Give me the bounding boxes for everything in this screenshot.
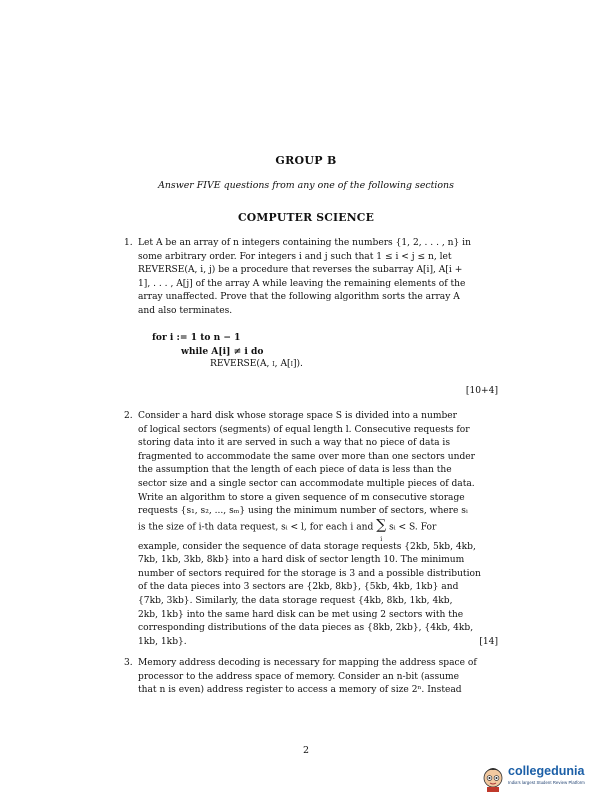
question-2	[124, 410, 498, 649]
question-line: and also terminates.	[138, 305, 233, 316]
section-title: COMPUTER SCIENCE	[237, 211, 375, 224]
marks-q1: [10+4]	[465, 386, 498, 396]
question-line: 1kb, 1kb}.	[138, 636, 187, 647]
marks-q2: [14]	[479, 637, 498, 647]
question-line: storing data into it are served in such a way that no piece of data is	[138, 438, 450, 449]
question-line: {7kb, 3kb}. Similarly, the data storage request {4kb, 8kb, 1kb, 4kb,	[138, 596, 453, 607]
question-line: Consider a hard disk whose storage space S is divided into a number	[138, 411, 458, 421]
question-line-with-sum	[138, 516, 498, 543]
question-line: sector size and a single sector can accommodate multiple pieces of data.	[138, 478, 475, 489]
logo-text: collegedunia	[508, 764, 585, 778]
question-line: example, consider the sequence of data storage requests {2kb, 5kb, 4kb,	[138, 541, 476, 552]
question-line: corresponding distributions of the data pieces as {8kb, 2kb}, {4kb, 4kb,	[138, 623, 474, 634]
algo-line-reverse: REVERSE(A, i, A[i]).	[210, 359, 303, 370]
question-line: some arbitrary order. For integers i and j such that 1 ≤ i < j ≤ n, let	[138, 251, 452, 262]
summation-symbol	[376, 516, 387, 543]
page-number: 2	[302, 745, 310, 756]
question-line: REVERSE(A, i, j) be a procedure that reverses the subarray A[i], A[i +	[138, 265, 463, 276]
question-line: 2kb, 1kb} into the same hard disk can be met using 2 sectors with the	[138, 609, 464, 620]
algo-line-for: for i := 1 to n − 1	[152, 332, 241, 343]
question-3	[124, 657, 498, 698]
question-number: 2.	[124, 411, 133, 421]
algorithm-block	[152, 331, 303, 372]
question-line: number of sectors required for the storage is 3 and a possible distribution	[138, 568, 481, 579]
sigma-subscript: i	[380, 535, 383, 543]
question-line: fragmented to accommodate the same over more than one sectors under	[138, 451, 475, 462]
logo-tagline: India's largest Student Review Platform	[508, 780, 585, 785]
question-line: Write an algorithm to store a given sequence of m consecutive storage	[138, 492, 465, 503]
algo-line-while: while A[i] ≠ i do	[181, 345, 264, 357]
line-tail: sᵢ < S. For	[389, 522, 437, 533]
mascot-icon	[480, 762, 506, 792]
question-line: of the data pieces into 3 sectors are {2kb, 8kb}, {5kb, 4kb, 1kb} and	[138, 582, 459, 593]
question-line: requests {s₁, s₂, ..., sₘ} using the minimum number of sectors, where sᵢ	[138, 506, 468, 517]
instruction-text: Answer FIVE questions from any one of the following sections	[158, 180, 454, 191]
question-line: Memory address decoding is necessary for mapping the address space of	[138, 658, 477, 668]
sigma: ∑	[376, 516, 387, 533]
question-line: the assumption that the length of each piece of data is less than the	[138, 465, 452, 476]
question-line: that n is even) address register to access a memory of size 2ⁿ. Instead	[138, 685, 462, 696]
collegedunia-logo	[480, 762, 612, 792]
question-1	[124, 237, 498, 319]
question-line: processor to the address space of memory. Consider an n-bit (assume	[138, 671, 459, 682]
question-line: array unaffected. Prove that the following algorithm sorts the array A	[138, 292, 460, 303]
question-number: 1.	[124, 238, 133, 248]
question-line: of logical sectors (segments) of equal length l. Consecutive requests for	[138, 424, 470, 435]
question-number: 3.	[124, 658, 133, 668]
line-text: is the size of i-th data request, sᵢ < l, for each i and	[138, 522, 374, 533]
group-title: GROUP B	[275, 154, 337, 167]
question-line: 1], . . . , A[j] of the array A while leaving the remaining elements of the	[138, 278, 466, 289]
question-line: 7kb, 1kb, 3kb, 8kb} into a hard disk of sector length 10. The minimum	[138, 555, 465, 566]
question-line: Let A be an array of n integers containing the numbers {1, 2, . . . , n} in	[138, 238, 471, 248]
